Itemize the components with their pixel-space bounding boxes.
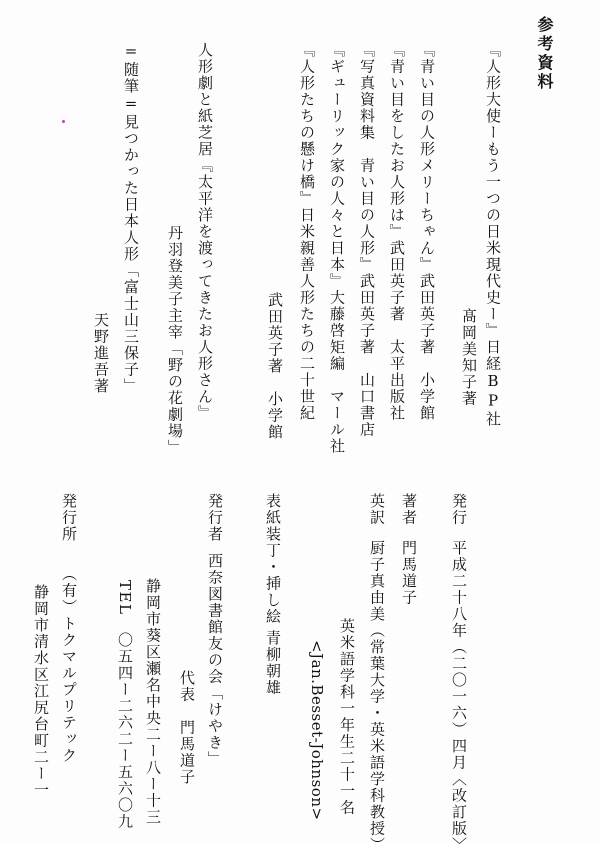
reference-item-publisher: 髙岡美知子著 [460, 308, 478, 407]
colophon-telephone: TEL 〇五四ー二六二ー五六〇九 [116, 580, 134, 830]
colophon-address: 静岡市葵区瀬名中央二ー八ー十三 [144, 578, 162, 826]
colophon-office-label: 発行所 [60, 493, 78, 543]
page-title: 参考資料 [535, 16, 554, 92]
reference-item-publisher: 丹羽登美子主宰「野の花劇場」 [166, 225, 184, 456]
reference-item: 『人形たちの懸け橋』日米親善人形たちの二十世紀 [298, 42, 316, 422]
reference-item-publisher: 武田英子著 小学館 [266, 292, 284, 441]
colophon-translation-students: 英米語学科一年生二十一名 [338, 618, 356, 816]
ink-speck [62, 120, 65, 123]
reference-item: 『写真資料集 青い目の人形』武田英子著 山口書店 [358, 42, 376, 438]
colophon-cover-label: 表紙装丁・挿し絵 [264, 493, 282, 625]
colophon-office-address: 静岡市清水区江尻台町二ー一 [32, 584, 50, 799]
colophon-translation-value: 厨子真由美（常葉大学・英米語学科教授） [368, 540, 386, 854]
colophon-office-value: （有）トクマルプリテック [60, 566, 78, 764]
colophon-issuer-label: 発行者 [206, 493, 224, 543]
colophon-published-value: 平成二十八年（二〇一六）四月〈改訂版〉 [450, 540, 468, 854]
reference-item: 『青い目をしたお人形は』武田英子著 太平出版社 [388, 42, 406, 422]
colophon-author-label: 著者 [400, 493, 418, 526]
reference-item: =随筆=見つかった日本人形「富士山三保子」 [122, 42, 140, 395]
colophon-translation-label: 英訳 [368, 493, 386, 526]
colophon-cover-value: 青柳朝雄 [264, 630, 282, 696]
reference-item: 人形劇と紙芝居『太平洋を渡ってきたお人形さん』 [196, 42, 214, 422]
reference-item-publisher: 天野進吾著 [92, 312, 110, 395]
reference-item: 『ギューリック家の人々と日本』大藤啓矩編 マール社 [328, 42, 346, 455]
colophon-author-value: 門馬道子 [400, 540, 418, 606]
colophon-issuer-value: 西奈図書館友の会「けやき」 [206, 553, 224, 768]
colophon-published-label: 発行 [450, 493, 468, 526]
reference-item: 『人形大使ーもう一つの日米現代史ー』日経BP社 [484, 42, 502, 428]
colophon-translation-supervisor: <Jan.Besset-Johnson> [308, 640, 326, 821]
reference-item: 『青い目の人形メリーちゃん』武田英子著 小学館 [418, 42, 436, 422]
colophon-issuer-representative: 代表 門馬道子 [178, 670, 196, 786]
